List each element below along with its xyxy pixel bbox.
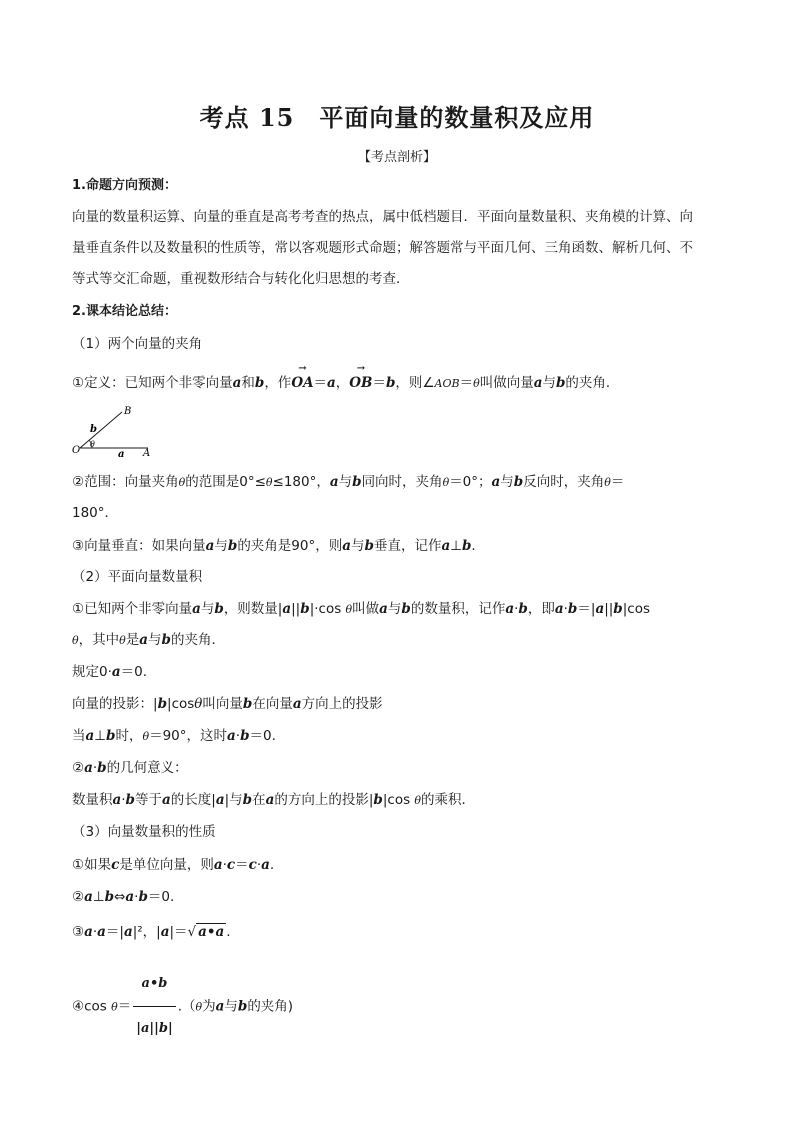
fraction-numerator: a•b bbox=[133, 962, 175, 1007]
fraction-denominator: |a||b| bbox=[136, 1021, 173, 1036]
geometric-meaning-line: 数量积a·b等于a的长度|a|与b在a的方向上的投影|b|cos θ的乘积． bbox=[72, 792, 476, 808]
sqrt-expression: a•a bbox=[198, 924, 225, 940]
property-4-line: ④cos θ＝ $\frac{a•b}{|a||b|}$ .（θ为a与b的夹角) bbox=[72, 962, 732, 1051]
subsection-2-heading: （2）平面向量数量积 bbox=[72, 569, 203, 585]
perpendicular-condition-line: 当a⊥b时，θ＝90°，这时a·b＝0. bbox=[72, 728, 276, 744]
vector-oa: → OA bbox=[291, 363, 314, 391]
vector-b-label: b bbox=[90, 424, 97, 435]
projection-line: 向量的投影：|b|cosθ叫向量b在向量a方向上的投影 bbox=[72, 696, 383, 712]
section-subtitle: 【考点剖析】 bbox=[357, 150, 436, 165]
property-3-line: ③a·a＝|a|²，|a|＝√ a•a . bbox=[72, 924, 231, 940]
property-1-line: ①如果c是单位向量，则a·c＝c·a. bbox=[72, 857, 275, 873]
section-1-para-line-3: 等式等交汇命题，重视数形结合与转化化归思想的考查． bbox=[72, 271, 410, 287]
point-o-label: O bbox=[72, 445, 81, 456]
property-2-line: ②a⊥b⇔a·b＝0. bbox=[72, 889, 175, 905]
perpendicular-line: ③向量垂直：如果向量a与b的夹角是90°，则a与b垂直，记作a⊥b. bbox=[72, 538, 476, 554]
angle-diagram bbox=[70, 404, 160, 458]
subsection-1-heading: （1）两个向量的夹角 bbox=[72, 336, 203, 352]
vector-ob: → OB bbox=[349, 363, 373, 391]
section-1-para-line-2: 量垂直条件以及数量积的性质等，常以客观题形式命题；解答题常与平面几何、三角函数、解析几何、不 bbox=[72, 240, 693, 256]
page-title: 考点 15 平面向量的数量积及应用 bbox=[199, 103, 595, 132]
theta-label: θ bbox=[90, 440, 95, 449]
range-line: ②范围：向量夹角θ的范围是0°≤θ≤180°，a与b同向时，夹角θ＝0°；a与b反向时，夹角θ＝ bbox=[72, 474, 625, 490]
subsection-3-heading: （3）向量数量积的性质 bbox=[72, 824, 216, 840]
zero-rule-line: 规定0·a＝0. bbox=[72, 664, 148, 680]
section-1-para-line-1: 向量的数量积运算、向量的垂直是高考考查的热点，属中低档题目．平面向量数量积、夹角模的计算、向 bbox=[72, 209, 693, 225]
dot-product-line-2: θ，其中θ是a与b的夹角． bbox=[72, 632, 225, 648]
geometric-meaning-heading: ②a·b的几何意义： bbox=[72, 760, 188, 776]
section-2-heading: 2.课本结论总结： bbox=[72, 304, 177, 319]
range-line-2: 180°． bbox=[72, 505, 119, 521]
dot-product-line-1: ①已知两个非零向量a与b，则数量|a||b|·cos θ叫做a与b的数量积，记作a·b，即a·b＝|a||b|cos bbox=[72, 601, 651, 617]
section-1-heading: 1.命题方向预测： bbox=[72, 178, 177, 193]
definition-line: ①定义：已知两个非零向量a和b，作 → OA＝a， → OB＝b，则∠AOB＝θ叫做向量a与b的夹角． bbox=[72, 363, 620, 391]
vector-a-label: a bbox=[118, 449, 125, 458]
point-b-label: B bbox=[124, 406, 132, 417]
cos-fraction bbox=[133, 962, 175, 1051]
point-a-label: A bbox=[143, 448, 151, 458]
